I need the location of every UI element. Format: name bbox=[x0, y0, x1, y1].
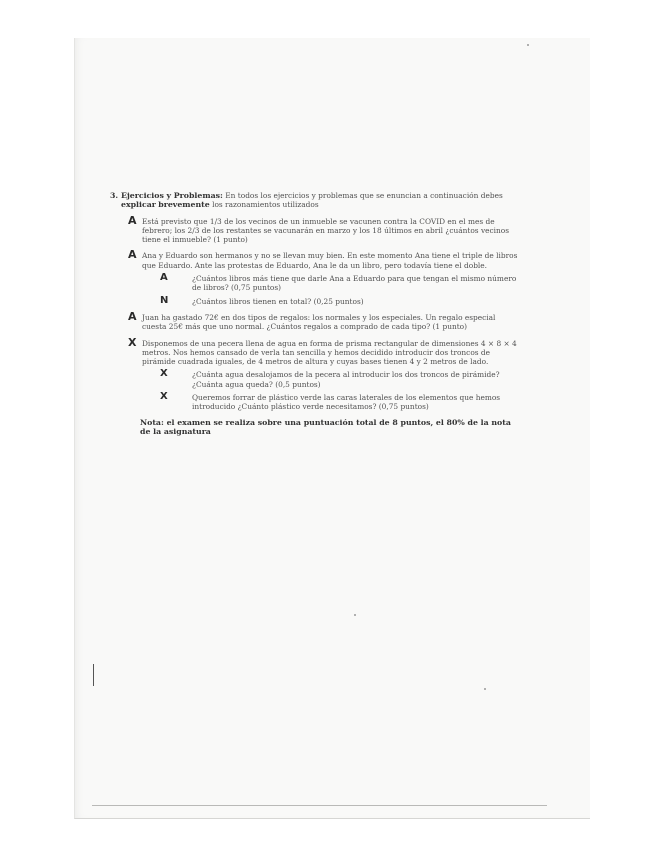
section-title: Ejercicios y Problemas: bbox=[121, 191, 223, 200]
handwritten-mark: A bbox=[160, 272, 168, 284]
sub-question-text: ¿Cuántos libros tienen en total? (0,25 puntos) bbox=[192, 296, 364, 306]
handwritten-mark: A bbox=[128, 248, 137, 262]
section-intro-text: En todos los ejercicios y problemas que se enuncian a continuación debes bbox=[225, 191, 503, 200]
exam-content bbox=[110, 191, 522, 437]
sub-question-text: Queremos forrar de plástico verde las caras laterales de los elementos que hemos introducido ¿Cuánto plástico verde necesitamos? (0,75 puntos) bbox=[192, 393, 501, 412]
sub-question-text: ¿Cuánta agua desalojamos de la pecera al introducir los dos troncos de pirámide? ¿Cuánta agua queda? (0,5 puntos) bbox=[192, 370, 500, 389]
sub-question bbox=[160, 393, 522, 412]
scan-speck bbox=[484, 688, 486, 690]
section-intro-bold: brevemente bbox=[158, 200, 210, 210]
sub-question bbox=[160, 294, 522, 306]
problem-2 bbox=[110, 248, 522, 306]
section-number: 3. bbox=[110, 191, 119, 200]
page-bottom-edge bbox=[92, 805, 547, 806]
scan-speck bbox=[527, 44, 529, 46]
problem-text: Disponemos de una pecera llena de agua en forma de prisma rectangular de dimensiones 4 × 8 × 4 metros. Nos hemos cansado de verla tan sencilla y hemos decidido introducir dos troncos de pirámide cuadrada iguales, de 4 metros de altura y cuyas bases tienen 4 y 2 metros de lado. bbox=[142, 338, 517, 367]
handwritten-mark: A bbox=[128, 213, 137, 227]
problem-3 bbox=[110, 309, 522, 332]
problem-text: Juan ha gastado 72€ en dos tipos de regalos: los normales y los especiales. Un regalo especial cuesta 25€ más que uno normal. ¿Cuántos regalos a comprado de cada tipo? (1 punto) bbox=[142, 312, 496, 332]
section-intro bbox=[121, 191, 522, 210]
problem-text: Ana y Eduardo son hermanos y no se llevan muy bien. En este momento Ana tiene el triple de libros que Eduardo. Ante las protestas de Eduardo, Ana le da un libro, pero todavía tiene el doble. bbox=[142, 251, 518, 270]
problem-text: Está previsto que 1/3 de los vecinos de un inmueble se vacunen contra la COVID en el mes de febrero; los 2/3 de los restantes se vacunarán en marzo y los 18 últimos en abril ¿cuántos vecinos tiene el inmueble? (1 punto) bbox=[142, 216, 509, 245]
section-header bbox=[110, 191, 522, 210]
sub-question bbox=[160, 370, 522, 389]
problem-4 bbox=[110, 335, 522, 412]
sub-questions bbox=[124, 370, 522, 411]
sub-questions bbox=[124, 274, 522, 306]
margin-mark bbox=[93, 664, 94, 686]
section-intro-bold: explicar bbox=[121, 200, 156, 210]
sub-question-text: ¿Cuántos libros más tiene que darle Ana a Eduardo para que tengan el mismo número de libros? (0,75 puntos) bbox=[192, 274, 517, 293]
handwritten-mark: X bbox=[128, 335, 137, 349]
handwritten-mark: A bbox=[128, 309, 137, 323]
handwritten-mark: N bbox=[160, 294, 169, 306]
handwritten-mark: X bbox=[160, 368, 168, 380]
exam-note: Nota: el examen se realiza sobre una puntuación total de 8 puntos, el 80% de la nota de la asignatura bbox=[140, 417, 511, 437]
handwritten-mark: X bbox=[160, 391, 168, 403]
sub-question bbox=[160, 274, 522, 293]
problem-1 bbox=[110, 213, 522, 245]
section-intro-end: los razonamientos utilizados bbox=[212, 200, 319, 210]
scan-speck bbox=[354, 614, 356, 616]
